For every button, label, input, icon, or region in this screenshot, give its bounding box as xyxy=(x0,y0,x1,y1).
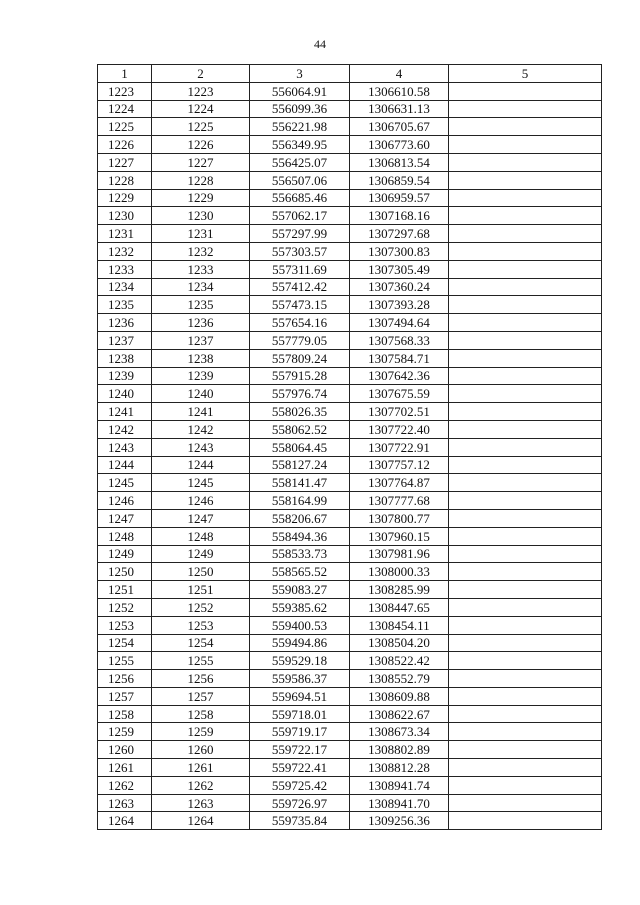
coordinate-y-cell: 1307757.12 xyxy=(350,456,449,474)
point-label-cell: 1235 xyxy=(152,296,250,314)
point-label-cell: 1255 xyxy=(152,652,250,670)
coordinate-x-cell: 556349.95 xyxy=(250,136,350,154)
coordinate-x-cell: 559385.62 xyxy=(250,598,350,616)
point-number-cell: 1246 xyxy=(98,492,152,510)
coordinate-y-cell: 1307360.24 xyxy=(350,278,449,296)
column-header-2: 2 xyxy=(152,65,250,83)
coordinate-y-cell: 1307675.59 xyxy=(350,385,449,403)
coordinate-x-cell: 557779.05 xyxy=(250,331,350,349)
table-row xyxy=(98,82,602,100)
table-row xyxy=(98,634,602,652)
table-header-row xyxy=(98,65,602,83)
point-label-cell: 1251 xyxy=(152,581,250,599)
note-cell xyxy=(449,776,602,794)
coordinate-y-cell: 1308609.88 xyxy=(350,687,449,705)
point-number-cell: 1261 xyxy=(98,759,152,777)
note-cell xyxy=(449,598,602,616)
point-number-cell: 1247 xyxy=(98,509,152,527)
coordinate-y-cell: 1306813.54 xyxy=(350,153,449,171)
table-row xyxy=(98,296,602,314)
coordinate-x-cell: 559735.84 xyxy=(250,812,350,830)
note-cell xyxy=(449,296,602,314)
point-number-cell: 1239 xyxy=(98,367,152,385)
point-label-cell: 1232 xyxy=(152,242,250,260)
point-label-cell: 1253 xyxy=(152,616,250,634)
column-header-3: 3 xyxy=(250,65,350,83)
note-cell xyxy=(449,349,602,367)
point-label-cell: 1233 xyxy=(152,260,250,278)
note-cell xyxy=(449,242,602,260)
point-number-cell: 1234 xyxy=(98,278,152,296)
table-row xyxy=(98,741,602,759)
coordinate-y-cell: 1308941.74 xyxy=(350,776,449,794)
coordinate-y-cell: 1307981.96 xyxy=(350,545,449,563)
point-number-cell: 1237 xyxy=(98,331,152,349)
column-header-4: 4 xyxy=(350,65,449,83)
coordinate-x-cell: 556221.98 xyxy=(250,118,350,136)
coordinate-x-cell: 558206.67 xyxy=(250,509,350,527)
point-label-cell: 1252 xyxy=(152,598,250,616)
point-number-cell: 1248 xyxy=(98,527,152,545)
coordinate-x-cell: 558026.35 xyxy=(250,403,350,421)
point-label-cell: 1231 xyxy=(152,225,250,243)
table-row xyxy=(98,278,602,296)
coordinate-y-cell: 1308447.65 xyxy=(350,598,449,616)
point-number-cell: 1250 xyxy=(98,563,152,581)
coordinate-y-cell: 1308622.67 xyxy=(350,705,449,723)
table-row xyxy=(98,385,602,403)
coordinate-y-cell: 1306631.13 xyxy=(350,100,449,118)
coordinate-y-cell: 1306610.58 xyxy=(350,82,449,100)
coordinate-y-cell: 1307300.83 xyxy=(350,242,449,260)
point-label-cell: 1249 xyxy=(152,545,250,563)
coordinate-x-cell: 557311.69 xyxy=(250,260,350,278)
point-number-cell: 1232 xyxy=(98,242,152,260)
point-number-cell: 1229 xyxy=(98,189,152,207)
point-number-cell: 1251 xyxy=(98,581,152,599)
point-number-cell: 1257 xyxy=(98,687,152,705)
table-row xyxy=(98,509,602,527)
point-label-cell: 1242 xyxy=(152,420,250,438)
table-row xyxy=(98,705,602,723)
point-label-cell: 1240 xyxy=(152,385,250,403)
note-cell xyxy=(449,687,602,705)
note-cell xyxy=(449,278,602,296)
note-cell xyxy=(449,563,602,581)
coordinates-table xyxy=(97,64,602,830)
note-cell xyxy=(449,670,602,688)
point-number-cell: 1249 xyxy=(98,545,152,563)
table-row xyxy=(98,759,602,777)
coordinate-y-cell: 1307568.33 xyxy=(350,331,449,349)
table-row xyxy=(98,581,602,599)
coordinate-x-cell: 559722.17 xyxy=(250,741,350,759)
note-cell xyxy=(449,207,602,225)
coordinate-y-cell: 1307800.77 xyxy=(350,509,449,527)
note-cell xyxy=(449,118,602,136)
table-row xyxy=(98,474,602,492)
point-number-cell: 1245 xyxy=(98,474,152,492)
coordinate-y-cell: 1307305.49 xyxy=(350,260,449,278)
column-header-1: 1 xyxy=(98,65,152,83)
point-label-cell: 1245 xyxy=(152,474,250,492)
point-label-cell: 1263 xyxy=(152,794,250,812)
point-number-cell: 1255 xyxy=(98,652,152,670)
table-row xyxy=(98,563,602,581)
coordinate-y-cell: 1307494.64 xyxy=(350,314,449,332)
page-number: 44 xyxy=(314,37,326,51)
coordinate-x-cell: 556507.06 xyxy=(250,171,350,189)
coordinate-y-cell: 1307722.91 xyxy=(350,438,449,456)
table-row xyxy=(98,438,602,456)
point-number-cell: 1227 xyxy=(98,153,152,171)
note-cell xyxy=(449,136,602,154)
point-label-cell: 1225 xyxy=(152,118,250,136)
point-label-cell: 1261 xyxy=(152,759,250,777)
table-row xyxy=(98,652,602,670)
coordinate-x-cell: 556425.07 xyxy=(250,153,350,171)
note-cell xyxy=(449,634,602,652)
point-number-cell: 1258 xyxy=(98,705,152,723)
coordinate-y-cell: 1307393.28 xyxy=(350,296,449,314)
coordinate-y-cell: 1308504.20 xyxy=(350,634,449,652)
point-number-cell: 1264 xyxy=(98,812,152,830)
coordinate-y-cell: 1307777.68 xyxy=(350,492,449,510)
coordinate-x-cell: 559718.01 xyxy=(250,705,350,723)
table-row xyxy=(98,616,602,634)
point-number-cell: 1231 xyxy=(98,225,152,243)
point-number-cell: 1256 xyxy=(98,670,152,688)
coordinate-y-cell: 1307764.87 xyxy=(350,474,449,492)
note-cell xyxy=(449,438,602,456)
table-row xyxy=(98,242,602,260)
point-label-cell: 1256 xyxy=(152,670,250,688)
table-row xyxy=(98,456,602,474)
note-cell xyxy=(449,794,602,812)
note-cell xyxy=(449,545,602,563)
point-number-cell: 1226 xyxy=(98,136,152,154)
note-cell xyxy=(449,456,602,474)
point-label-cell: 1262 xyxy=(152,776,250,794)
coordinate-y-cell: 1307642.36 xyxy=(350,367,449,385)
table-row xyxy=(98,100,602,118)
point-number-cell: 1262 xyxy=(98,776,152,794)
table-row xyxy=(98,136,602,154)
coordinate-x-cell: 558141.47 xyxy=(250,474,350,492)
coordinate-y-cell: 1307297.68 xyxy=(350,225,449,243)
point-number-cell: 1236 xyxy=(98,314,152,332)
table-row xyxy=(98,225,602,243)
point-number-cell: 1235 xyxy=(98,296,152,314)
point-label-cell: 1238 xyxy=(152,349,250,367)
note-cell xyxy=(449,260,602,278)
coordinate-y-cell: 1307168.16 xyxy=(350,207,449,225)
note-cell xyxy=(449,367,602,385)
point-label-cell: 1246 xyxy=(152,492,250,510)
table-row xyxy=(98,118,602,136)
note-cell xyxy=(449,189,602,207)
note-cell xyxy=(449,100,602,118)
note-cell xyxy=(449,331,602,349)
table-row xyxy=(98,670,602,688)
point-label-cell: 1247 xyxy=(152,509,250,527)
coordinate-x-cell: 557976.74 xyxy=(250,385,350,403)
point-label-cell: 1260 xyxy=(152,741,250,759)
note-cell xyxy=(449,474,602,492)
point-label-cell: 1237 xyxy=(152,331,250,349)
note-cell xyxy=(449,759,602,777)
coordinate-y-cell: 1308285.99 xyxy=(350,581,449,599)
coordinate-x-cell: 559725.42 xyxy=(250,776,350,794)
coordinate-y-cell: 1306773.60 xyxy=(350,136,449,154)
point-label-cell: 1236 xyxy=(152,314,250,332)
coordinate-x-cell: 559083.27 xyxy=(250,581,350,599)
coordinate-y-cell: 1308673.34 xyxy=(350,723,449,741)
coordinate-x-cell: 559586.37 xyxy=(250,670,350,688)
point-label-cell: 1257 xyxy=(152,687,250,705)
coordinate-x-cell: 557473.15 xyxy=(250,296,350,314)
point-label-cell: 1250 xyxy=(152,563,250,581)
coordinate-x-cell: 559694.51 xyxy=(250,687,350,705)
point-label-cell: 1258 xyxy=(152,705,250,723)
point-number-cell: 1252 xyxy=(98,598,152,616)
coordinate-x-cell: 559719.17 xyxy=(250,723,350,741)
note-cell xyxy=(449,82,602,100)
point-label-cell: 1254 xyxy=(152,634,250,652)
coordinate-y-cell: 1309256.36 xyxy=(350,812,449,830)
table-row xyxy=(98,812,602,830)
note-cell xyxy=(449,153,602,171)
point-label-cell: 1234 xyxy=(152,278,250,296)
coordinate-y-cell: 1308802.89 xyxy=(350,741,449,759)
note-cell xyxy=(449,225,602,243)
table-row xyxy=(98,403,602,421)
point-number-cell: 1263 xyxy=(98,794,152,812)
note-cell xyxy=(449,652,602,670)
table-row xyxy=(98,349,602,367)
point-label-cell: 1244 xyxy=(152,456,250,474)
note-cell xyxy=(449,527,602,545)
note-cell xyxy=(449,385,602,403)
coordinate-x-cell: 557915.28 xyxy=(250,367,350,385)
note-cell xyxy=(449,581,602,599)
note-cell xyxy=(449,314,602,332)
point-number-cell: 1230 xyxy=(98,207,152,225)
table-row xyxy=(98,207,602,225)
point-label-cell: 1228 xyxy=(152,171,250,189)
coordinate-x-cell: 556064.91 xyxy=(250,82,350,100)
coordinate-y-cell: 1306959.57 xyxy=(350,189,449,207)
table-row xyxy=(98,723,602,741)
coordinate-x-cell: 559494.86 xyxy=(250,634,350,652)
column-header-5: 5 xyxy=(449,65,602,83)
table-row xyxy=(98,153,602,171)
point-number-cell: 1228 xyxy=(98,171,152,189)
table-row xyxy=(98,260,602,278)
point-label-cell: 1243 xyxy=(152,438,250,456)
point-label-cell: 1223 xyxy=(152,82,250,100)
point-number-cell: 1259 xyxy=(98,723,152,741)
point-number-cell: 1224 xyxy=(98,100,152,118)
coordinate-y-cell: 1308000.33 xyxy=(350,563,449,581)
point-number-cell: 1242 xyxy=(98,420,152,438)
coordinate-x-cell: 558565.52 xyxy=(250,563,350,581)
coordinate-x-cell: 558064.45 xyxy=(250,438,350,456)
point-number-cell: 1253 xyxy=(98,616,152,634)
table-row xyxy=(98,367,602,385)
note-cell xyxy=(449,812,602,830)
point-label-cell: 1229 xyxy=(152,189,250,207)
coordinate-x-cell: 556685.46 xyxy=(250,189,350,207)
table-row xyxy=(98,776,602,794)
note-cell xyxy=(449,741,602,759)
table-row xyxy=(98,598,602,616)
coordinate-y-cell: 1307722.40 xyxy=(350,420,449,438)
point-label-cell: 1226 xyxy=(152,136,250,154)
coordinate-y-cell: 1308941.70 xyxy=(350,794,449,812)
coordinate-y-cell: 1308812.28 xyxy=(350,759,449,777)
point-number-cell: 1243 xyxy=(98,438,152,456)
note-cell xyxy=(449,616,602,634)
coordinate-x-cell: 558127.24 xyxy=(250,456,350,474)
table-row xyxy=(98,527,602,545)
coordinate-x-cell: 559400.53 xyxy=(250,616,350,634)
point-number-cell: 1223 xyxy=(98,82,152,100)
coordinate-x-cell: 558164.99 xyxy=(250,492,350,510)
point-number-cell: 1225 xyxy=(98,118,152,136)
coordinate-y-cell: 1308522.42 xyxy=(350,652,449,670)
point-number-cell: 1254 xyxy=(98,634,152,652)
point-number-cell: 1233 xyxy=(98,260,152,278)
coordinate-x-cell: 558533.73 xyxy=(250,545,350,563)
note-cell xyxy=(449,509,602,527)
coordinate-y-cell: 1306705.67 xyxy=(350,118,449,136)
point-label-cell: 1239 xyxy=(152,367,250,385)
point-label-cell: 1224 xyxy=(152,100,250,118)
coordinate-x-cell: 556099.36 xyxy=(250,100,350,118)
coordinate-x-cell: 559529.18 xyxy=(250,652,350,670)
point-label-cell: 1227 xyxy=(152,153,250,171)
coordinate-x-cell: 557062.17 xyxy=(250,207,350,225)
coordinate-y-cell: 1307702.51 xyxy=(350,403,449,421)
table-row xyxy=(98,545,602,563)
table-row xyxy=(98,171,602,189)
coordinate-x-cell: 557654.16 xyxy=(250,314,350,332)
note-cell xyxy=(449,403,602,421)
coordinate-x-cell: 557297.99 xyxy=(250,225,350,243)
point-label-cell: 1230 xyxy=(152,207,250,225)
coordinate-x-cell: 557303.57 xyxy=(250,242,350,260)
coordinate-y-cell: 1308552.79 xyxy=(350,670,449,688)
table-row xyxy=(98,492,602,510)
point-number-cell: 1241 xyxy=(98,403,152,421)
table-row xyxy=(98,420,602,438)
point-label-cell: 1241 xyxy=(152,403,250,421)
point-number-cell: 1240 xyxy=(98,385,152,403)
note-cell xyxy=(449,420,602,438)
coordinate-y-cell: 1308454.11 xyxy=(350,616,449,634)
table-row xyxy=(98,314,602,332)
point-number-cell: 1244 xyxy=(98,456,152,474)
table-body xyxy=(98,82,602,829)
table-row xyxy=(98,687,602,705)
table-row xyxy=(98,794,602,812)
coordinate-y-cell: 1307960.15 xyxy=(350,527,449,545)
coordinate-x-cell: 558062.52 xyxy=(250,420,350,438)
note-cell xyxy=(449,492,602,510)
point-label-cell: 1259 xyxy=(152,723,250,741)
table-row xyxy=(98,189,602,207)
point-number-cell: 1238 xyxy=(98,349,152,367)
note-cell xyxy=(449,705,602,723)
table-row xyxy=(98,331,602,349)
coordinate-x-cell: 559726.97 xyxy=(250,794,350,812)
coordinate-x-cell: 557412.42 xyxy=(250,278,350,296)
point-number-cell: 1260 xyxy=(98,741,152,759)
coordinate-y-cell: 1307584.71 xyxy=(350,349,449,367)
point-label-cell: 1264 xyxy=(152,812,250,830)
coordinate-x-cell: 559722.41 xyxy=(250,759,350,777)
coordinate-y-cell: 1306859.54 xyxy=(350,171,449,189)
point-label-cell: 1248 xyxy=(152,527,250,545)
coordinate-x-cell: 558494.36 xyxy=(250,527,350,545)
coordinate-x-cell: 557809.24 xyxy=(250,349,350,367)
note-cell xyxy=(449,171,602,189)
note-cell xyxy=(449,723,602,741)
